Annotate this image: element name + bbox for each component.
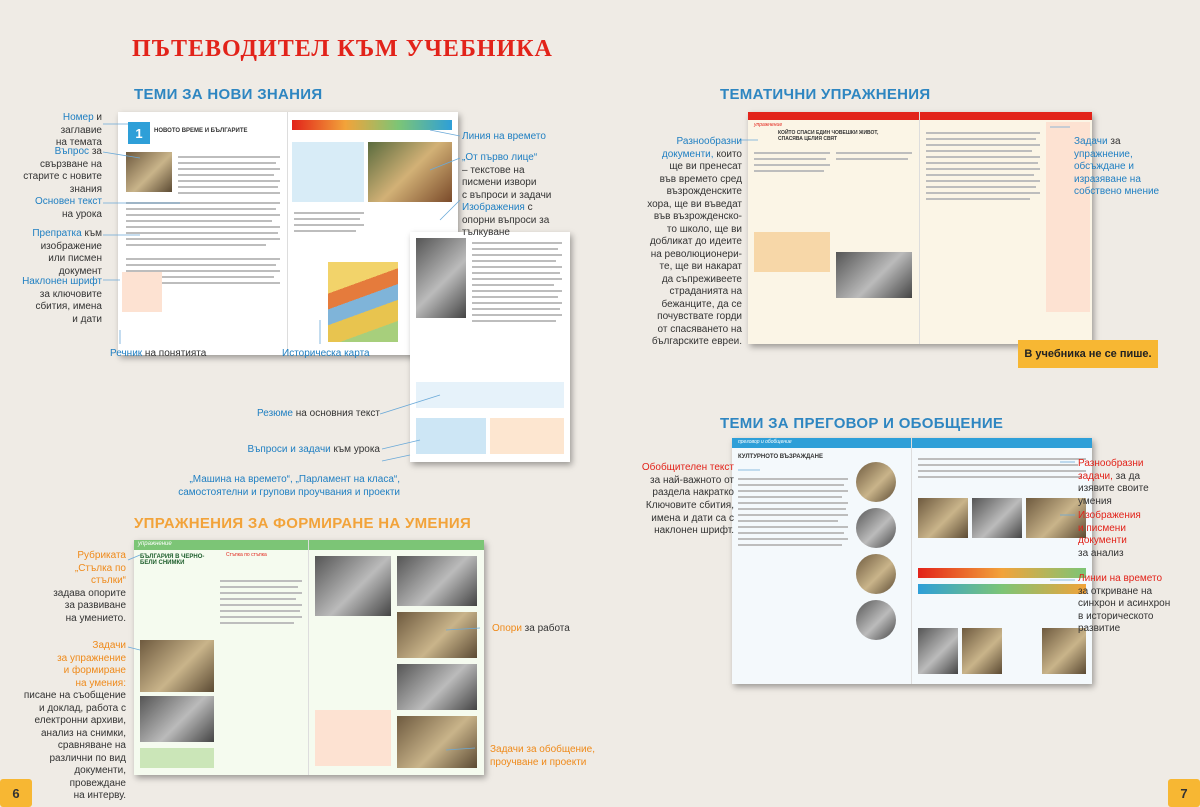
label-time-machine: „Машина на времето“, „Парламент на класа“, самостоятелни и групови проучвания и проекти	[178, 474, 400, 498]
section-title-thematic: ТЕМАТИЧНИ УПРАЖНЕНИЯ	[720, 86, 931, 103]
label-images: Изображения с опорни въпроси за тълкуване	[462, 202, 550, 238]
label-timelines: Линии на времето за откриване на синхрон и асинхрон в историческото развитие	[1078, 573, 1171, 634]
thematic-photo	[836, 252, 912, 298]
skills-tasks-box	[315, 710, 391, 766]
review-photo-4	[918, 628, 958, 674]
review-title: КУЛТУРНОТО ВЪЗРАЖДАНЕ	[738, 454, 823, 460]
section-title-review: ТЕМИ ЗА ПРЕГОВОР И ОБОБЩЕНИЕ	[720, 415, 1004, 432]
skills-subtitle: Стъпка по стъпка	[226, 552, 267, 558]
section-title-skills: УПРАЖНЕНИЯ ЗА ФОРМИРАНЕ НА УМЕНИЯ	[134, 515, 472, 532]
skills-photo-1	[140, 640, 214, 692]
questions-box	[416, 418, 486, 454]
label-key-events: Ключовите сбития, имена и дати са с наклонен шрифт.	[645, 500, 734, 536]
label-question: Въпрос за свързване на старите с новите знания	[23, 146, 102, 195]
label-summary-tasks: Задачи за обобщение, проучване и проекти	[490, 744, 595, 768]
review-spread	[732, 438, 1092, 684]
document-image	[416, 238, 466, 318]
label-summary-text: Обобщителен текст за най-важното от раздела накратко	[641, 462, 734, 498]
page-title: ПЪТЕВОДИТЕЛ КЪМ УЧЕБНИКА	[132, 36, 553, 62]
label-supports: Опори за работа	[492, 623, 570, 634]
label-number-title: Номер и заглавие на темата	[55, 112, 102, 148]
new-knowledge-spread	[118, 112, 458, 355]
review-rubric: преговор и обобщение	[738, 439, 792, 445]
label-summary: Резюме на основния текст	[257, 408, 380, 419]
review-photo-3	[1026, 498, 1086, 538]
review-timeline-2	[918, 584, 1086, 594]
skills-photo-2	[140, 696, 214, 742]
label-images-docs: Изображения и писмени документи за анализ	[1078, 510, 1141, 559]
thematic-rubric: упражнение	[754, 122, 783, 128]
label-thematic-tasks: Задачи за упражнение, обсъждане и изразяване на собствено мнение	[1074, 136, 1160, 197]
label-italic: Наклонен шрифт за ключовите сбития, имена и дати	[22, 276, 102, 325]
skills-rubric: упражнение	[138, 541, 172, 547]
no-writing-note: В учебника не се пише.	[1018, 340, 1158, 368]
portrait-4	[856, 600, 896, 640]
label-questions-tasks: Въпроси и задачи към урока	[247, 444, 380, 455]
thematic-spread	[748, 112, 1092, 344]
lesson-title: НОВОТО ВРЕМЕ И БЪЛГАРИТЕ	[154, 128, 248, 134]
skills-spread	[134, 540, 484, 775]
painting-image	[368, 142, 452, 202]
page-number-left: 6	[0, 779, 32, 807]
portrait-2	[856, 508, 896, 548]
label-first-person: „От първо лице“ – текстове на писмени извори с въпроси и задачи	[462, 152, 552, 201]
review-photo-5	[962, 628, 1002, 674]
page-number-right: 7	[1168, 779, 1200, 807]
historical-map	[328, 262, 398, 342]
review-photo-1	[918, 498, 968, 538]
skills-photo-6	[397, 716, 477, 768]
label-skills-tasks: Задачи за упражнение и формиране на умения: писане на съобщение и доклад, работа с електронни архиви, анализ на снимки, сравняване на различни по вид документи, провеждане на интерву.	[23, 640, 126, 801]
review-timeline-1	[918, 568, 1086, 578]
section-title-new-knowledge: ТЕМИ ЗА НОВИ ЗНАНИЯ	[134, 86, 323, 103]
lesson-image	[126, 152, 172, 192]
skills-photo-3	[397, 556, 477, 606]
label-rubric: Рубриката „Стълка по стълки“ задава опорите за развиване на умението.	[53, 550, 126, 624]
label-glossary: Речник на понятията	[110, 348, 207, 359]
first-person-box	[292, 142, 364, 202]
skills-photo-4	[397, 612, 477, 658]
portrait-3	[856, 554, 896, 594]
timeline-bar	[292, 120, 452, 130]
review-photo-2	[972, 498, 1022, 538]
label-varied-tasks: Разнообразни задачи, за да изявите своите умения	[1078, 458, 1149, 507]
label-reference: Препратка към изображение или писмен документ	[32, 228, 102, 277]
new-knowledge-page-3	[410, 232, 570, 462]
projects-box	[490, 418, 564, 454]
label-main-text: Основен текст на урока	[34, 196, 102, 220]
skills-title: БЪЛГАРИЯ В ЧЕРНО-БЕЛИ СНИМКИ	[140, 554, 205, 566]
portrait-1	[856, 462, 896, 502]
skills-photo-7	[315, 556, 391, 616]
lesson-number: 1	[128, 122, 150, 144]
thematic-heading: КОЙТО СПАСИ ЕДИН ЧОВЕШКИ ЖИВОТ, СПАСЯВА ЦЕЛИЯ СВЯТ	[778, 130, 879, 142]
label-documents: Разнообразни документи, които ще ви пренесат във времето сред възрожденските хора, ще ви въведат във възрожденско- то школо, ще ви добликат до идеите на революционери- те, ще ви накарат да съпреживеете страданията на бежанците, да се почувствате горди от спасяването на българските евреи.	[647, 136, 742, 347]
label-timeline: Линия на времето	[462, 131, 546, 142]
skills-photo-5	[397, 664, 477, 710]
summary-box	[416, 382, 564, 408]
label-hist-map: Историческа карта	[282, 348, 370, 359]
glossary-box	[122, 272, 162, 312]
